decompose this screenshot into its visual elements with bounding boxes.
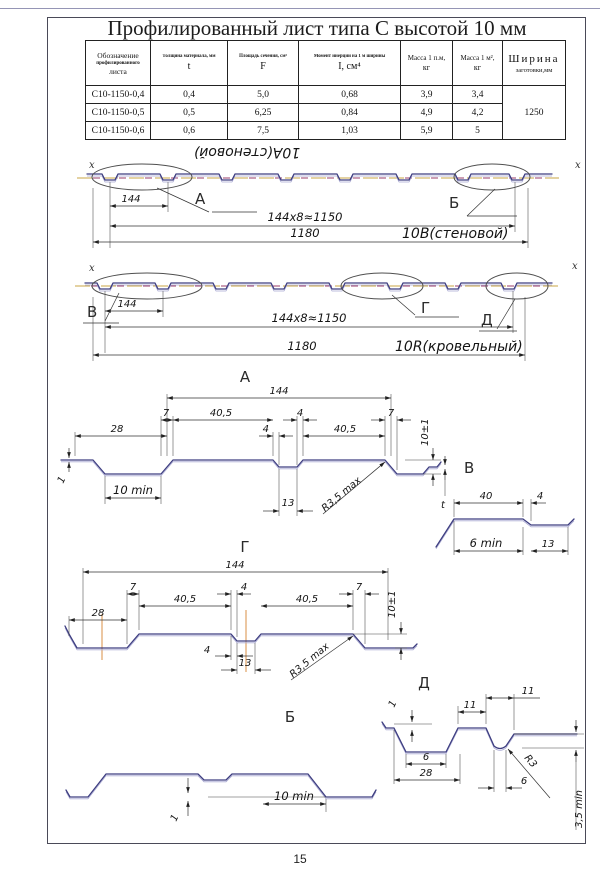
section-title: Д [418, 674, 430, 692]
col-area [228, 41, 299, 86]
cell: С10-1150-0,6 [86, 122, 151, 140]
col-blank-width [503, 41, 566, 86]
dim: 144 [225, 560, 245, 571]
strip-name: 10R(кровельный) [395, 339, 523, 355]
dim: 6 min [469, 536, 503, 550]
axis-label: x [575, 160, 581, 171]
cell: 5,9 [401, 122, 453, 140]
header-text: Масса 1 п.м, [407, 53, 446, 62]
axis-label: x [89, 263, 95, 274]
axis-label: x [572, 261, 578, 272]
dim-1180: 1180 [290, 226, 320, 240]
cell: 0,84 [299, 104, 401, 122]
detail-circle-b [454, 164, 530, 190]
dim: 7 [129, 582, 137, 593]
header-symbol: t [187, 61, 191, 72]
dim: 13 [281, 498, 295, 509]
table-row [86, 122, 566, 140]
dim: 40,5 [295, 594, 319, 605]
dim: 4 [296, 408, 304, 419]
cell: С10-1150-0,5 [86, 104, 151, 122]
dim: 13 [238, 658, 252, 669]
section-d [372, 658, 587, 843]
cell: 0,5 [151, 104, 228, 122]
dim: 4 [203, 645, 211, 656]
col-mass-pm [401, 41, 453, 86]
cell: 5,0 [228, 86, 299, 104]
dim-thickness: 1 [168, 812, 182, 824]
dim-t: t [441, 500, 445, 511]
detail-circle-a [92, 164, 192, 190]
section-title: А [239, 368, 251, 386]
dim-1150: 144х8≈1150 [271, 311, 347, 325]
dim: 7 [162, 408, 170, 419]
col-inertia [299, 41, 401, 86]
dim-radius: R3,5 max [287, 641, 332, 681]
profile-section [65, 626, 417, 650]
cell-blank-width: 1250 [503, 86, 566, 140]
dim-radius: R3 [521, 752, 539, 771]
dim: 10 min [274, 789, 314, 803]
dim-thickness: 1 [55, 474, 69, 486]
profile-section [66, 774, 376, 799]
cell: 0,68 [299, 86, 401, 104]
dim: 40 [479, 491, 493, 502]
dim: 4 [240, 582, 248, 593]
cell: 0,4 [151, 86, 228, 104]
strip-drawing-wall [47, 142, 587, 255]
header-text: листа [109, 66, 127, 76]
section-title: Г [240, 538, 250, 556]
dim: 40,5 [209, 408, 233, 419]
cell: 3,4 [453, 86, 503, 104]
profile-section [382, 722, 577, 754]
dim: 6 [422, 752, 430, 763]
cell: 0,6 [151, 122, 228, 140]
table-row [86, 86, 566, 104]
page-number: 15 [293, 852, 307, 866]
header-text: Момент инерции на 1 м ширины [313, 54, 386, 59]
dim: 28 [91, 608, 105, 619]
dim-1180: 1180 [287, 339, 317, 353]
dim-radius: R3,5 max [319, 475, 364, 515]
dim-1150: 144х8≈1150 [267, 210, 343, 224]
header-text: кг [473, 62, 482, 72]
callout-label-v: В [87, 303, 98, 321]
dim: 10 min [113, 483, 153, 497]
dim: 40,5 [173, 594, 197, 605]
strip-drawing-roof [47, 255, 587, 370]
header-text: кг [422, 62, 431, 72]
header-text: Масса 1 м², [460, 53, 495, 62]
callout-label-a: А [195, 190, 206, 208]
dim: 28 [110, 424, 124, 435]
dim: 4 [536, 491, 544, 502]
dim-height: 10±1 [387, 590, 398, 618]
header-symbol: I, см⁴ [338, 61, 361, 72]
spec-table [85, 40, 566, 140]
cell: 3,9 [401, 86, 453, 104]
cell: 4,2 [453, 104, 503, 122]
page-top-rule [0, 8, 600, 9]
dim-height: 10±1 [420, 418, 431, 446]
section-b [58, 690, 378, 830]
dim: 6 [520, 776, 528, 787]
header-symbol: F [260, 61, 266, 72]
col-designation [86, 41, 151, 86]
header-text: Ширина [508, 52, 560, 65]
axis-label: x [89, 160, 95, 171]
callout-label-d: Д [481, 311, 493, 329]
dim: 7 [355, 582, 363, 593]
cell: 4,9 [401, 104, 453, 122]
header-text: профилированного [96, 60, 140, 66]
table-row [86, 104, 566, 122]
dim: 3,5 min [574, 790, 585, 828]
dim: 11 [521, 686, 535, 697]
section-a [55, 368, 455, 538]
page-title: Профилированный лист типа С высотой 10 мм [107, 16, 527, 40]
col-mass-m2 [453, 41, 503, 86]
header-text: Толщина материала, мм [162, 54, 216, 59]
cell: 6,25 [228, 104, 299, 122]
dim-144: 144 [117, 299, 137, 310]
dim: 40,5 [333, 424, 357, 435]
dim: 4 [262, 424, 269, 435]
dim: 28 [419, 768, 433, 779]
strip-name-rotated: 10А(стеновой) [193, 144, 301, 160]
cell: 1,03 [299, 122, 401, 140]
callout-label-g: Г [421, 299, 431, 317]
dim-144: 144 [121, 194, 141, 205]
header-text: Площадь сечения, см² [239, 54, 287, 59]
header-text: Обозначение [97, 50, 139, 60]
cell: 5 [453, 122, 503, 140]
profile-strip [85, 283, 552, 291]
dim-thickness: 1 [386, 698, 400, 710]
cell: 7,5 [228, 122, 299, 140]
centerline-marks [102, 610, 246, 672]
callout-label-b: Б [449, 194, 460, 212]
cell: С10-1150-0,4 [86, 86, 151, 104]
strip-name: 10В(стеновой) [402, 226, 509, 242]
header-text: заготовки,мм [515, 66, 553, 74]
dim: 144 [269, 386, 289, 397]
section-title: В [464, 459, 475, 477]
profile-section [61, 460, 441, 476]
dim: 11 [463, 700, 477, 711]
section-title: Б [284, 708, 296, 726]
col-thickness [151, 41, 228, 86]
dim: 7 [387, 408, 395, 419]
dim: 13 [541, 539, 555, 550]
